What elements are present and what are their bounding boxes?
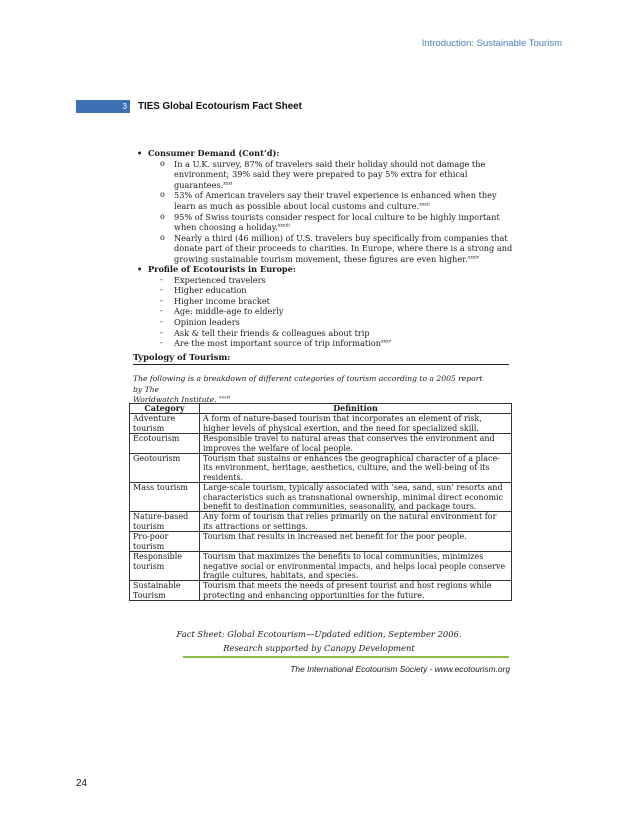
circle-bullet-icon: o — [160, 232, 165, 242]
definition-line: its attractions or settings. — [203, 521, 309, 531]
definition-line: negative social or environmental impacts, and helps local people conserve — [203, 561, 506, 571]
definition-line: residents. — [203, 472, 244, 482]
profile-list — [148, 275, 514, 349]
definition-line: protecting and enhancing opportunities for the future. — [203, 590, 425, 600]
dash-bullet-icon: - — [160, 327, 163, 337]
consumer-demand-item — [148, 233, 514, 265]
category-line: Nature-based — [133, 512, 189, 522]
profile-section — [148, 264, 514, 349]
definition-line: Tourism that meets the needs of present tourist and host regions while — [203, 581, 492, 591]
circle-bullet-icon: o — [160, 211, 165, 221]
typology-intro-line1: The following is a breakdown of different categories of tourism according to a 2005 report by The — [133, 374, 483, 394]
definition-cell — [200, 552, 512, 581]
definition-line: Large-scale tourism, typically associated with ‘sea, sand, sun’ resorts and — [203, 483, 503, 493]
running-head: Introduction: Sustainable Tourism — [421, 38, 562, 49]
tourism-typology-table — [129, 403, 512, 601]
profile-item — [148, 338, 514, 349]
definition-cell — [200, 434, 512, 454]
table-row — [130, 512, 512, 532]
table-row — [130, 581, 512, 601]
definition-cell — [200, 414, 512, 434]
category-line: Responsible — [133, 552, 183, 562]
consumer-item-line: when choosing a holiday. — [174, 222, 278, 233]
category-line: Geotourism — [133, 454, 181, 464]
profile-item-text: Age: middle-age to elderly — [174, 306, 284, 317]
category-cell — [130, 581, 200, 601]
category-line: Sustainable — [133, 581, 181, 591]
dash-bullet-icon: - — [160, 306, 163, 316]
definition-line: Any form of tourism that relies primarily on the natural environment for — [203, 512, 497, 522]
consumer-item-line: environment; 39% said they were prepared to pay 5% extra for ethical — [174, 169, 468, 180]
profile-item — [148, 275, 514, 286]
category-cell — [130, 434, 200, 454]
circle-bullet-icon: o — [160, 190, 165, 200]
category-cell — [130, 512, 200, 532]
dash-bullet-icon: - — [160, 316, 163, 326]
profile-item-text: Opinion leaders — [174, 316, 240, 327]
definition-line: Tourism that results in increased net benefit for the poor people. — [203, 532, 467, 542]
profile-item-text: Higher education — [174, 285, 247, 296]
consumer-item-line: 95% of Swiss tourists consider respect for local culture to be highly important — [174, 211, 500, 222]
profile-item — [148, 306, 514, 317]
endnote-ref: xxxiii — [277, 223, 290, 229]
profile-item-text: Higher income bracket — [174, 295, 270, 306]
definition-line: fragile cultures, habitats, and species. — [203, 570, 359, 580]
definition-column-header: Definition — [200, 404, 512, 414]
profile-item — [148, 296, 514, 307]
endnote-ref: xxxv — [380, 339, 392, 345]
consumer-demand-section — [148, 148, 514, 265]
definition-cell — [200, 512, 512, 532]
typology-heading: Typology of Tourism: — [133, 352, 509, 365]
dash-bullet-icon: - — [160, 274, 163, 284]
category-line: Pro-poor — [133, 532, 169, 542]
category-line: Mass tourism — [133, 483, 188, 493]
profile-item-text: Ask & tell their friends & colleagues about trip — [174, 327, 370, 338]
definition-cell — [200, 454, 512, 483]
category-cell — [130, 414, 200, 434]
category-line: tourism — [133, 561, 165, 571]
endnote-ref: xxxi — [223, 181, 233, 187]
category-line: tourism — [133, 521, 165, 531]
definition-line: Tourism that sustains or enhances the geographical character of a place- — [203, 454, 500, 464]
dash-bullet-icon: - — [160, 338, 163, 348]
dash-bullet-icon: - — [160, 285, 163, 295]
consumer-item-line: growing sustainable tourism movement, these figures are even higher. — [174, 253, 468, 264]
typology-intro — [133, 374, 493, 406]
definition-line: its environment, heritage, aesthetics, culture, and the well-being of its — [203, 463, 490, 473]
consumer-demand-item — [148, 159, 514, 191]
consumer-item-line: Nearly a third (46 million) of U.S. travelers buy specifically from companies that — [174, 232, 508, 243]
category-line: Ecotourism — [133, 434, 180, 444]
category-cell — [130, 552, 200, 581]
table-row — [130, 483, 512, 512]
category-line: Tourism — [133, 590, 166, 600]
definition-line: Responsible travel to natural areas that conserves the environment and — [203, 434, 495, 444]
table-row — [130, 532, 512, 552]
definition-line: higher levels of physical exertion, and the need for specialized skill. — [203, 423, 479, 433]
definition-cell — [200, 483, 512, 512]
consumer-item-line: donate part of their proceeds to charities. In Europe, where there is a strong and — [174, 243, 513, 254]
category-column-header: Category — [130, 404, 200, 414]
definition-line: A form of nature-based tourism that incorporates an element of risk, — [203, 414, 482, 424]
consumer-demand-item — [148, 212, 514, 233]
profile-item — [148, 285, 514, 296]
category-cell — [130, 532, 200, 552]
footer-research-line: Research supported by Canopy Development — [223, 643, 415, 653]
definition-line: characteristics such as transnational ownership, minimal direct economic — [203, 492, 504, 502]
sheet-title: TIES Global Ecotourism Fact Sheet — [138, 101, 302, 112]
profile-item — [148, 328, 514, 339]
category-line: tourism — [133, 423, 165, 433]
green-rule — [183, 656, 509, 658]
category-cell — [130, 483, 200, 512]
table-header-row — [130, 404, 512, 414]
consumer-item-line: In a U.K. survey, 87% of travelers said their holiday should not damage the — [174, 158, 486, 169]
dash-bullet-icon: - — [160, 295, 163, 305]
table-row — [130, 434, 512, 454]
circle-bullet-icon: o — [160, 158, 165, 168]
consumer-item-line: guarantees. — [174, 179, 224, 190]
category-line: Adventure — [133, 414, 176, 424]
table-row — [130, 454, 512, 483]
definition-line: benefit to destination communities, seasonality, and package tours. — [203, 502, 477, 512]
footer-fact-sheet-line: Fact Sheet: Global Ecotourism—Updated edition, September 2006. — [176, 629, 462, 639]
definition-line: Tourism that maximizes the benefits to local communities, minimizes — [203, 552, 484, 562]
sheet-number-bar: 3 — [76, 100, 130, 113]
endnote-ref: xxxii — [419, 202, 430, 208]
typology-intro-ref: xxxvi — [219, 395, 231, 401]
endnote-ref: xxxiv — [467, 255, 480, 261]
table-row — [130, 552, 512, 581]
consumer-demand-heading: • Consumer Demand (Cont’d): — [148, 148, 514, 159]
category-cell — [130, 454, 200, 483]
definition-cell — [200, 532, 512, 552]
consumer-item-line: 53% of American travelers say their travel experience is enhanced when they — [174, 190, 497, 201]
profile-heading: • Profile of Ecotourists in Europe: — [148, 264, 514, 275]
consumer-item-line: learn as much as possible about local customs and culture. — [174, 200, 420, 211]
page-number: 24 — [76, 778, 88, 789]
profile-item — [148, 317, 514, 328]
profile-item-text: Experienced travelers — [174, 274, 266, 285]
consumer-demand-list — [148, 159, 514, 265]
typology-intro-line2: Worldwatch Institute. — [133, 395, 217, 404]
consumer-demand-item — [148, 190, 514, 211]
definition-line: improves the welfare of local people. — [203, 443, 354, 453]
ties-footer: The International Ecotourism Society - www.ecotourism.org — [290, 664, 510, 674]
category-line: tourism — [133, 541, 165, 551]
profile-item-text: Are the most important source of trip information — [174, 338, 381, 349]
table-row — [130, 414, 512, 434]
definition-cell — [200, 581, 512, 601]
